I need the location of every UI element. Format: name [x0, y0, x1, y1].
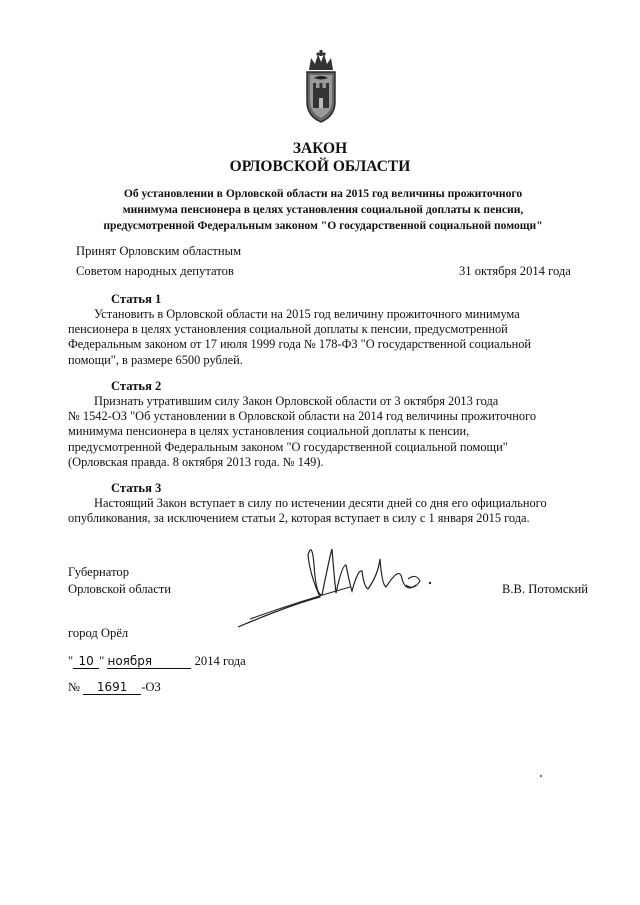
law-region-title: ОРЛОВСКОЙ ОБЛАСТИ	[229, 158, 411, 175]
article-1-heading: Статья 1	[111, 292, 162, 306]
signer-name: В.В. Потомский	[502, 582, 589, 596]
signing-day: 10	[78, 654, 94, 668]
signer-position-line1: Губернатор	[68, 565, 129, 579]
adopted-by-line1: Принят Орловским областным	[76, 244, 242, 258]
law-subject: Об установлении в Орловской области на 2015 год величины прожиточного минимума пенсионера в целях установления социальной доплаты к пенсии, предусмотренной Федеральным законом "О государственной социальной помощи"	[103, 187, 543, 232]
article-2-text: Признать утратившим силу Закон Орловской области от 3 октября 2013 года № 1542-ОЗ "Об установлении в Орловской области на 2014 год величины прожиточного минимума пенсионера в целях установления социальной доплаты к пенсии, предусмотренной Федеральным законом "О государственной социальной помощи" (Орловская правда. 8 октября 2013 года. № 149).	[68, 394, 537, 469]
scan-speck	[540, 775, 542, 777]
signing-month: ноября	[107, 654, 153, 668]
handwritten-signature	[230, 535, 450, 635]
article-3-text: Настоящий Закон вступает в силу по истечении десяти дней со дня его официального опубликования, за исключением статьи 2, которая вступает в силу с 1 января 2015 года.	[68, 496, 547, 526]
law-number: № 1691 -ОЗ	[68, 680, 161, 694]
adoption-date: 31 октября 2014 года	[459, 264, 571, 278]
signer-position-line2: Орловской области	[68, 582, 172, 596]
law-number-value: 1691	[96, 680, 128, 694]
orel-coat-of-arms-icon	[300, 50, 342, 124]
article-3-heading: Статья 3	[111, 481, 162, 495]
article-2-heading: Статья 2	[111, 379, 162, 393]
signing-date: " 10 " ноября 2014 года	[68, 654, 246, 668]
law-title: ЗАКОН	[292, 140, 348, 157]
city: город Орёл	[68, 626, 129, 640]
article-1-text: Установить в Орловской области на 2015 год величину прожиточного минимума пенсионера в целях установления социальной доплаты к пенсии, предусмотренной Федеральным законом от 17 июля 1999 года № 178-ФЗ "О государственной социальной помощи", в размере 6500 рублей.	[68, 307, 532, 367]
adopted-by-line2: Советом народных депутатов	[76, 264, 234, 278]
